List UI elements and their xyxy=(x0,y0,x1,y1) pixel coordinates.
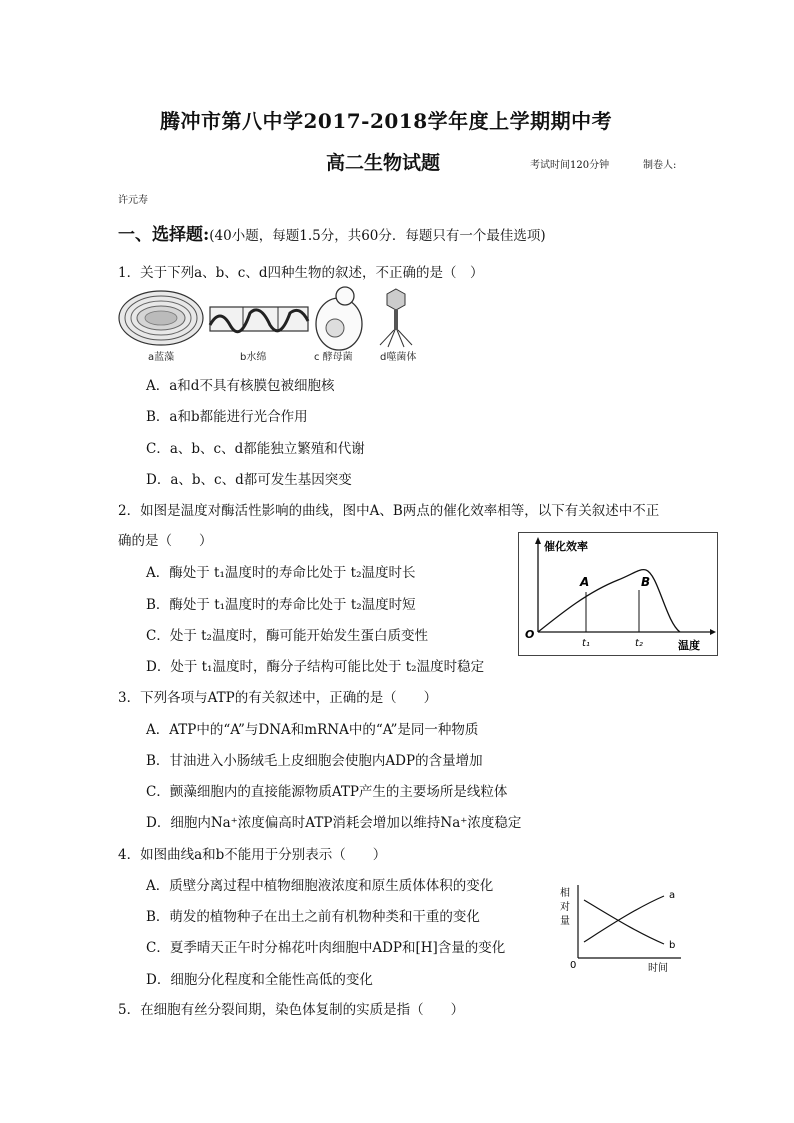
chart-ylabel-1: 相 xyxy=(560,888,570,899)
relative-amount-chart xyxy=(556,880,696,972)
enzyme-activity-chart xyxy=(518,532,718,656)
question-2-option-a: A．酶处于 t₁温度时的寿命比处于 t₂温度时长 xyxy=(146,565,416,581)
curve-b-label: b xyxy=(669,940,676,951)
activity-curve xyxy=(538,570,680,632)
exam-subtitle: 高二生物试题 xyxy=(326,152,441,174)
question-3-option-b: B．甘油进入小肠绒毛上皮细胞会使胞内ADP的含量增加 xyxy=(146,753,483,769)
question-4-option-b: B．萌发的植物种子在出土之前有机物种类和干重的变化 xyxy=(146,909,480,925)
exam-title: 腾冲市第八中学2017-2018学年度上学期期中考 xyxy=(160,109,613,133)
author-name: 许元寿 xyxy=(118,195,148,206)
chart-xlabel: 时间 xyxy=(648,963,668,972)
question-3-option-c: C．颤藻细胞内的直接能源物质ATP产生的主要场所是线粒体 xyxy=(146,784,508,800)
curve-b xyxy=(584,900,664,944)
point-a-label: A xyxy=(580,575,590,589)
t1-label: t₁ xyxy=(582,638,590,649)
figure-label-d: d噬菌体 xyxy=(380,352,417,363)
question-2-option-d: D．处于 t₁温度时，酶分子结构可能比处于 t₂温度时稳定 xyxy=(146,659,485,675)
question-1-stem: 1．关于下列a、b、c、d四种生物的叙述，不正确的是（ ） xyxy=(118,265,484,281)
spirogyra-illustration xyxy=(210,307,308,332)
chart-ylabel-3: 量 xyxy=(560,916,570,927)
question-2-option-b: B．酶处于 t₁温度时的寿命比处于 t₂温度时短 xyxy=(146,597,416,613)
question-2-stem-cont: 确的是（ ） xyxy=(118,533,213,549)
question-4-stem: 4．如图曲线a和b不能用于分别表示（ ） xyxy=(118,847,387,863)
section-title: 一、选择题: xyxy=(118,225,210,245)
question-3-stem: 3．下列各项与ATP的有关叙述中，正确的是（ ） xyxy=(118,690,438,706)
question-1-option-c: C．a、b、c、d都能独立繁殖和代谢 xyxy=(146,441,365,457)
exam-time: 考试时间120分钟 xyxy=(530,160,610,171)
question-1-option-d: D．a、b、c、d都可发生基因突变 xyxy=(146,472,352,488)
question-5-stem: 5．在细胞有丝分裂间期，染色体复制的实质是指（ ） xyxy=(118,1002,465,1018)
question-2-option-c: C．处于 t₂温度时，酶可能开始发生蛋白质变性 xyxy=(146,628,428,644)
cyanobacteria-illustration xyxy=(119,291,203,345)
question-2-stem: 2．如图是温度对酶活性影响的曲线，图中A、B两点的催化效率相等，以下有关叙述中不正 xyxy=(118,503,660,519)
bacteriophage-illustration xyxy=(380,289,412,347)
section-heading xyxy=(118,220,546,245)
question-3-option-a: A．ATP中的“A”与DNA和mRNA中的“A”是同一种物质 xyxy=(146,722,479,738)
chart-xlabel: 温度 xyxy=(678,639,700,652)
origin-label: 0 xyxy=(570,960,577,971)
point-b-label: B xyxy=(641,575,651,589)
origin-label: O xyxy=(525,628,535,641)
author-label: 制卷人: xyxy=(643,160,677,171)
t2-label: t₂ xyxy=(635,638,643,649)
question-3-option-d: D．细胞内Na⁺浓度偏高时ATP消耗会增加以维持Na⁺浓度稳定 xyxy=(146,815,522,831)
curve-a-label: a xyxy=(669,890,676,901)
section-note: (40小题，每题1.5分，共60分．每题只有一个最佳选项) xyxy=(209,228,546,244)
curve-a xyxy=(584,896,664,942)
question-4-option-c: C．夏季晴天正午时分棉花叶肉细胞中ADP和[H]含量的变化 xyxy=(146,940,506,956)
chart-ylabel: 催化效率 xyxy=(544,540,588,553)
question-1-option-b: B．a和b都能进行光合作用 xyxy=(146,409,308,425)
yeast-illustration xyxy=(316,287,362,350)
question-4-option-a: A．质壁分离过程中植物细胞液浓度和原生质体体积的变化 xyxy=(146,878,494,894)
figure-label-a: a蓝藻 xyxy=(148,352,175,363)
organisms-figure xyxy=(118,285,448,365)
question-4-option-d: D．细胞分化程度和全能性高低的变化 xyxy=(146,972,373,988)
chart-ylabel-2: 对 xyxy=(560,902,570,913)
figure-label-c: c 酵母菌 xyxy=(314,352,353,363)
figure-label-b: b水绵 xyxy=(240,352,267,363)
question-1-option-a: A．a和d不具有核膜包被细胞核 xyxy=(146,378,335,394)
